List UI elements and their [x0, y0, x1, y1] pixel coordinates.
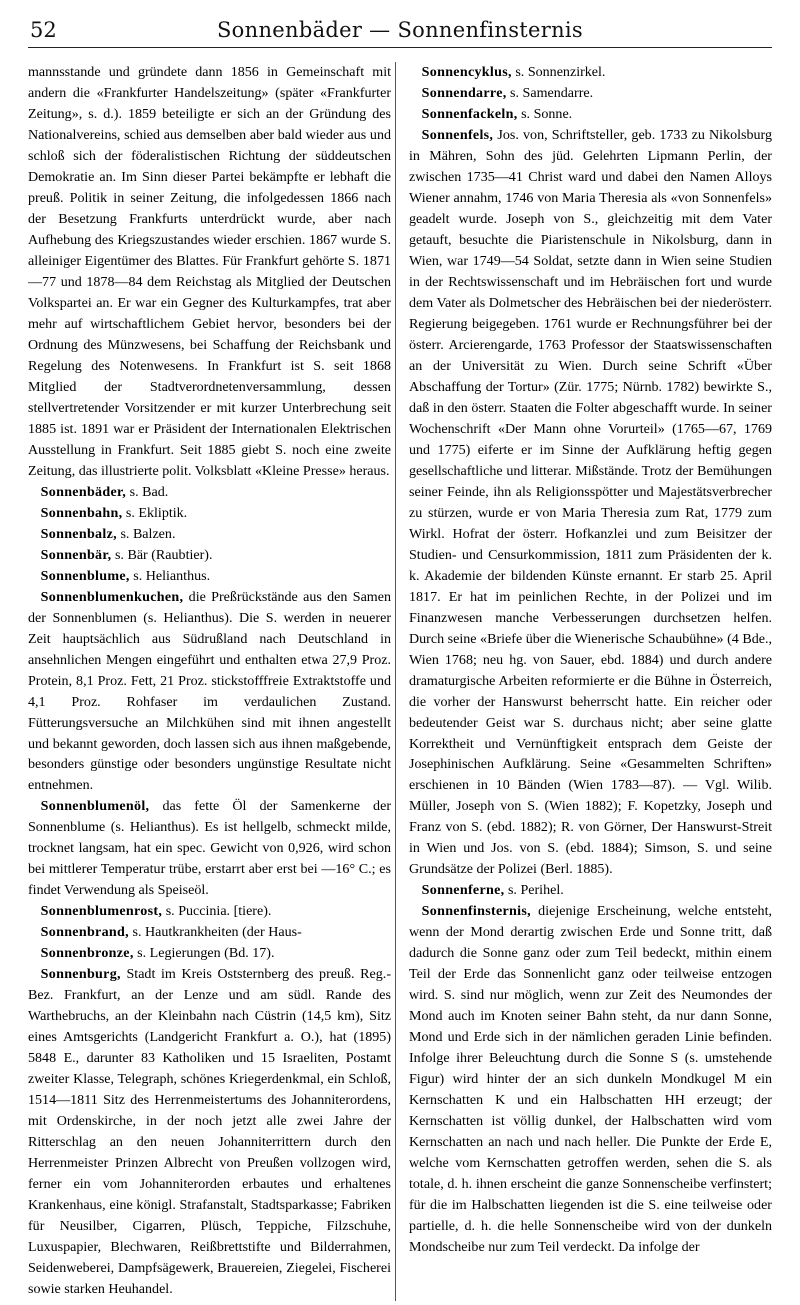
running-title: Sonnenbäder — Sonnenfinsternis: [217, 18, 583, 42]
entry-headword: Sonnenfackeln,: [421, 105, 518, 122]
entry-text: die Preßrückstände aus den Samen der Sonnenblumen (s. Helianthus). Die S. werden in neuerer Zeit hauptsächlich aus Südrußland nach Deutschland in ansehnlichen Mengen eingeführt und enthalten etwa 27,9 Proz. Protein, 8,1 Proz. Fett, 21 Proz. stickstofffreie Extraktstoffe und 4,1 Proz. Rohfaser im verdaulichen Zustand. Fütterungsversuche an Milchkühen sind mit ihnen angestellt und bekannt geworden, doch lassen sich aus ihnen maßgebende, besonders günstige oder besonders ungünstige Resultate nicht entnehmen.: [28, 588, 391, 794]
entry-text: s. Bär (Raubtier).: [111, 546, 213, 563]
entry-headword: Sonnenblume,: [40, 567, 130, 584]
entry-headword: Sonnenblumenkuchen,: [40, 588, 184, 605]
entry-headword: Sonnenburg,: [40, 966, 121, 983]
right-column: [409, 62, 772, 1301]
entry-text: s. Bad.: [126, 483, 169, 500]
entry-text: s. Balzen.: [116, 525, 176, 542]
entry-headword: Sonnencyklus,: [421, 64, 512, 80]
entry-text: s. Sonnenzirkel.: [511, 64, 606, 80]
entry: [28, 503, 391, 524]
entry-text: s. Sonne.: [517, 105, 573, 122]
text-columns: [28, 62, 772, 1301]
entry-headword: Sonnenbrand,: [40, 924, 129, 941]
entry: [409, 104, 772, 125]
page-number: 52: [30, 18, 57, 42]
page-header: [28, 14, 772, 48]
entry: [28, 482, 391, 503]
entry: [28, 943, 391, 964]
entry-text: diejenige Erscheinung, welche entsteht, wenn der Mond derartig zwischen Erde und Sonne tritt, daß dadurch die Sonne ganz oder zum Teil bedeckt, mithin einem Teil der Erde das Sonnenlicht ganz oder teilweise entzogen wird. S. sind nur möglich, wenn zur Zeit des Neumondes der Mond auch im Knoten seiner Bahn steht, da nur dann Sonne, Mond und Erde sich in der nämlichen geraden Linie befinden. Infolge ihrer Beleuchtung durch die Sonne S (s. umstehende Figur) wird hinter der an sich dunkeln Mondkugel M ein Kernschatten K und ein Halbschatten HH erzeugt; der Kernschatten ist völlig dunkel, der Halbschatten wird vom Kernschatten an nach und nach heller. Die Punkte der Erde E, welche vom Kernschatten getroffen werden, sehen die S. als totale, d. h. ihnen erscheint die ganze Sonnenscheibe verfinstert; für die im Halbschatten liegenden ist die S. eine teilweise oder partielle, d. h. die helle Sonnenscheibe wird von der dunkeln Mondscheibe nur zum Teil verdeckt. Da infolge der: [409, 903, 772, 1256]
entry-headword: Sonnenbalz,: [40, 525, 117, 542]
entry: [28, 566, 391, 587]
entry-headword: Sonnenbäder,: [40, 483, 127, 500]
entry-headword: Sonnenbär,: [40, 546, 112, 563]
entry-text: mannsstande und gründete dann 1856 in Gemeinschaft mit andern die «Frankfurter Handelszeitung» (später «Frankfurter Zeitung», s. d.). 1859 beteiligte er sich an der Gründung des Nationalvereins, schied aus demselben aber bald wieder aus und schloß sich der föderalistischen Richtung der süddeutschen Demokratie an. Im Sinn dieser Partei bekämpfte er lebhaft die preuß. Politik in seiner Zeitung, die infolgedessen 1866 nach der Besetzung Frankfurts unterdrückt wurde, aber nach Aufhebung des Kriegszustandes wieder erschien. 1867 wurde S. alleiniger Eigentümer des Blattes. Für Frankfurt gehörte S. 1871—77 und 1878—84 dem Reichstag als Mitglied der Deutschen Volkspartei an. Er war ein Gegner des Kulturkampfes, trat aber mehr auf wirtschaftlichem Gebiet hervor, besonders bei der Ordnung des Münzwesens, bei Schaffung der Reichsbank und Regelung des Notenwesens. In Frankfurt ist S. seit 1868 Mitglied der Stadtverordnetenversammlung, dessen stellvertretender Vorsitzender er mit kurzer Unterbrechung seit 1885 ist. 1891 war er Präsident der Internationalen Elektrischen Ausstellung in Frankfurt. Seit 1885 giebt S. noch eine zweite Zeitung, das illustrierte polit. Volksblatt «Kleine Presse» heraus.: [28, 64, 391, 479]
entry: [28, 545, 391, 566]
entry: [409, 901, 772, 1258]
left-column: [28, 62, 391, 1301]
entry: [28, 524, 391, 545]
entry: [28, 964, 391, 1300]
entry-headword: Sonnenblumenrost,: [40, 903, 163, 920]
entry-text: s. Samendarre.: [506, 84, 594, 101]
entry-headword: Sonnenfels,: [421, 126, 494, 143]
entry-text: Stadt im Kreis Oststernberg des preuß. Reg.-Bez. Frankfurt, an der Lenze und am südl. Rande des Warthebruchs, an der Kleinbahn nach Cüstrin (14,5 km), Sitz eines Amtsgerichts (Landgericht Frankfurt a. O.), hat (1895) 5848 E., darunter 83 Katholiken und 15 Israeliten, Postamt zweiter Klasse, Telegraph, schönes Kriegerdenkmal, ein Schloß, 1514—1811 Sitz des Herrenmeistertums des Johanniterordens, mit Ordenskirche, in der noch jetzt alle zwei Jahre der Ritterschlag an den neuen Johanniterrittern durch den Herrenmeister Prinzen Albrecht von Preußen vollzogen wird, ferner ein vom Johanniterorden erbautes und erhaltenes Krankenhaus, eine königl. Strafanstalt, Stadtsparkasse; Fabriken für Neusilber, Cigarren, Plüsch, Teppiche, Filzschuhe, Luxuspapier, Blechwaren, Reißbrettstifte und Bilderrahmen, Seidenweberei, Dampfsägewerk, Brauereien, Ziegelei, Fischerei sowie starken Heuhandel.: [28, 966, 391, 1298]
entry-text: s. Helianthus.: [129, 567, 211, 584]
entry: [409, 125, 772, 880]
header-rule: [28, 47, 772, 48]
entry: [409, 880, 772, 901]
entry-headword: Sonnenfinsternis,: [421, 903, 531, 920]
entry: [28, 587, 391, 797]
entry-text: s. Perihel.: [504, 882, 564, 899]
entry-headword: Sonnenbronze,: [40, 945, 134, 962]
entry: [409, 62, 772, 83]
entry-text: s. Puccinia. [tiere).: [162, 903, 272, 920]
entry-text: s. Ekliptik.: [122, 504, 188, 521]
entry-headword: Sonnenferne,: [421, 882, 505, 899]
entry: [28, 62, 391, 482]
entry-headword: Sonnenbahn,: [40, 504, 123, 521]
entry-text: Jos. von, Schriftsteller, geb. 1733 zu Nikolsburg in Mähren, Sohn des jüd. Gelehrten Lipmann Perlin, der zwischen 1735—41 Christ ward und dabei den Namen Alloys Wiener annahm, 1746 von Maria Theresia als «von Sonnenfels» geadelt wurde. Joseph von S., gleichzeitig mit dem Vater getauft, besuchte die Piaristenschule in Nikolsburg, dann in Wien, war 1749—54 Soldat, setzte dann in Wien seine Studien in der Rechtswissenschaft und im Hebräischen fort und wurde dem Vater als Dolmetscher des Hebräischen bei der niederösterr. Regierung beigegeben. 1761 wurde er Rechnungsführer bei der österr. Arcierengarde, 1763 Professor der Staatswissenschaften an der Universität zu Wien. Durch seine Schrift «Über Abschaffung der Tortur» (Zür. 1775; Nürnb. 1782) bewirkte S., daß in den österr. Staaten die Folter abgeschafft wurde. In seiner Wochenschrift «Der Mann ohne Vorurteil» (1765—67, 1769 und 1775) eiferte er im Sinne der Aufklärung heftig gegen gesellschaftliche und litterar. Mißstände. Trotz der Bemühungen seiner Feinde, ihn als Religionsspötter und Majestätsverbrecher zu stürzen, wurde er von Maria Theresia zum Rat, 1779 zum Wirkl. Hofrat der österr. Hofkanzlei und zum Beisitzer der Studien- und Censurkommission, 1811 zum Präsidenten der k. k. Akademie der bildenden Künste ernannt. Er starb 25. April 1817. Er hat im peinlichen Rechte, in der Polizei und im Finanzwesen manche Verbesserungen durchsetzen helfen. Durch seine «Briefe über die Wienerische Schaubühne» (4 Bde., Wien 1768; neu hg. von Sauer, ebd. 1884) und durch andere dramaturgische Arbeiten reformierte er die Bühne in Österreich, die vorher der Hanswurst beherrscht hatte. Ein reicher oder bedeutender Geist war S. durchaus nicht; aber seine glatte Korrektheit und Vernünftigkeit entsprach dem Geiste der Josephinischen Aufklärung. Seine «Gesammelten Schriften» erschienen in 10 Bänden (Wien 1783—87). — Vgl. Wilib. Müller, Joseph von S. (Wien 1882); F. Kopetzky, Joseph und Franz von S. (ebd. 1882); R. von Görner, Der Hanswurst-Streit in Wien und Jos. von S. (ebd. 1884); Simson, S. und seine Grundsätze der Polizei (Berl. 1885).: [409, 126, 772, 878]
entry-headword: Sonnendarre,: [421, 84, 507, 101]
entry-text: das fette Öl der Samenkerne der Sonnenblume (s. Helianthus). Es ist hellgelb, schmeckt milde, trocknet langsam, hat ein spec. Gewicht von 0,926, wird schon bei mittlerer Temperatur trübe, erstarrt aber erst bei —16° C.; es findet Verwendung als Speiseöl.: [28, 798, 391, 899]
entry: [28, 901, 391, 922]
entry-headword: Sonnenblumenöl,: [40, 798, 150, 815]
entry: [28, 922, 391, 943]
column-divider: [395, 62, 396, 1301]
entry-text: s. Hautkrankheiten (der Haus-: [128, 924, 302, 941]
entry: [28, 796, 391, 901]
entry: [409, 83, 772, 104]
entry-text: s. Legierungen (Bd. 17).: [133, 945, 275, 962]
